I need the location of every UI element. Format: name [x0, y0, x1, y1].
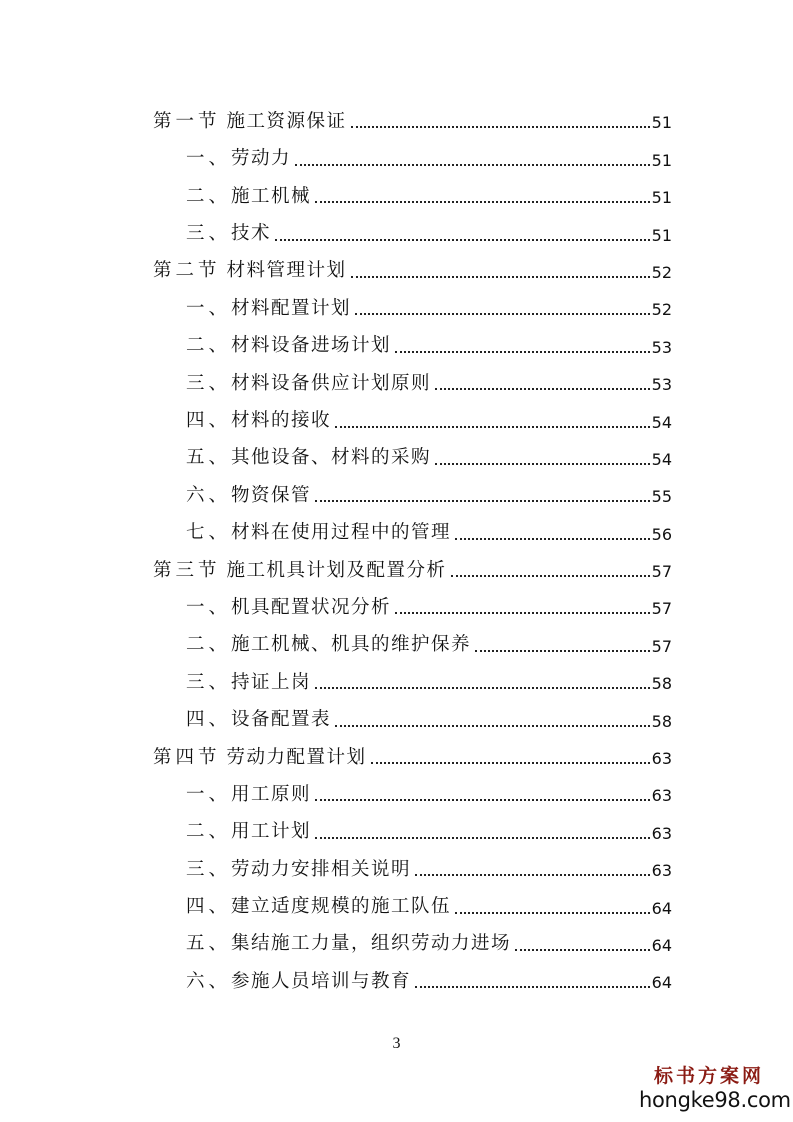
- toc-entry-text: 劳动力安排相关说明: [231, 858, 412, 880]
- toc-subsection-entry[interactable]: [186, 586, 672, 623]
- toc-entry-title: [186, 636, 471, 655]
- toc-dot-leader: [415, 874, 650, 876]
- toc-subsection-entry[interactable]: [186, 399, 672, 436]
- toc-entry-title: [186, 337, 391, 356]
- toc-entry-text: 劳动力配置计划: [226, 746, 367, 768]
- toc-entry-number: 六、: [186, 484, 232, 506]
- toc-dot-leader: [435, 463, 650, 465]
- toc-entry-title: [186, 524, 451, 543]
- toc-entry-title: [186, 858, 412, 880]
- table-of-contents: [0, 100, 793, 997]
- toc-entry-number: 一、: [186, 596, 232, 618]
- toc-subsection-entry[interactable]: [186, 137, 672, 174]
- toc-subsection-entry[interactable]: [186, 810, 672, 847]
- toc-entry-text: 技术: [231, 223, 272, 245]
- toc-entry-title: [153, 110, 347, 132]
- toc-entry-number: 一、: [186, 148, 232, 170]
- toc-entry-title: [186, 783, 312, 805]
- toc-entry-number: 四、: [186, 410, 232, 432]
- toc-entry-number: 第四节: [153, 746, 221, 768]
- toc-entry-number: 第三节: [153, 559, 221, 581]
- toc-dot-leader: [351, 276, 650, 278]
- toc-page-number: 51: [651, 188, 672, 208]
- toc-subsection-entry[interactable]: [186, 212, 672, 249]
- toc-entry-text: 机具配置状况分析: [231, 596, 392, 618]
- toc-page-number: 52: [651, 300, 672, 320]
- toc-entry-text: 施工机械、机具的维护保养: [231, 634, 472, 656]
- toc-entry-text: 材料的接收: [231, 410, 332, 432]
- toc-entry-number: 三、: [186, 671, 232, 693]
- toc-dot-leader: [515, 949, 650, 951]
- toc-entry-text: 持证上岗: [231, 671, 312, 693]
- toc-dot-leader: [475, 650, 650, 652]
- toc-entry-number: 第一节: [153, 110, 221, 132]
- toc-page-number: 53: [651, 337, 672, 357]
- toc-page-number: 57: [651, 636, 672, 656]
- toc-entry-title: [186, 484, 312, 506]
- toc-page-number: 54: [651, 412, 672, 432]
- toc-entry-number: 第二节: [153, 260, 221, 282]
- toc-entry-text: 集结施工力量，组织劳动力进场: [231, 933, 512, 955]
- toc-page-number: 51: [651, 225, 672, 245]
- toc-subsection-entry[interactable]: [186, 960, 672, 997]
- toc-entry-number: 一、: [186, 297, 232, 319]
- toc-dot-leader: [355, 313, 650, 315]
- toc-page-number: 57: [651, 562, 672, 582]
- toc-page-number: 64: [651, 973, 672, 993]
- toc-entry-title: [153, 262, 347, 281]
- toc-dot-leader: [371, 762, 650, 764]
- toc-dot-leader: [351, 126, 650, 128]
- toc-page-number: 52: [651, 262, 672, 282]
- toc-dot-leader: [435, 388, 650, 390]
- toc-page-number: 63: [651, 786, 672, 806]
- toc-dot-leader: [335, 725, 650, 727]
- toc-entry-text: 劳动力: [231, 148, 292, 170]
- toc-entry-title: [186, 225, 271, 244]
- toc-dot-leader: [315, 687, 650, 689]
- toc-entry-text: 材料配置计划: [231, 297, 352, 319]
- toc-page-number: 57: [651, 599, 672, 619]
- toc-dot-leader: [315, 500, 650, 502]
- toc-entry-text: 材料管理计划: [226, 260, 347, 282]
- toc-page-number: 58: [651, 711, 672, 731]
- toc-entry-number: 七、: [186, 522, 232, 544]
- toc-entry-title: [186, 372, 432, 394]
- toc-dot-leader: [455, 538, 650, 540]
- watermark-brand: 标书方案网: [653, 1065, 764, 1088]
- toc-subsection-entry[interactable]: [186, 511, 672, 548]
- toc-entry-number: 三、: [186, 223, 232, 245]
- toc-entry-title: [186, 185, 312, 207]
- toc-entry-number: 六、: [186, 970, 232, 992]
- toc-subsection-entry[interactable]: [186, 437, 672, 474]
- toc-entry-title: [153, 559, 447, 581]
- toc-entry-text: 用工原则: [231, 783, 312, 805]
- toc-entry-title: [186, 970, 412, 992]
- watermark-logo: [639, 1065, 791, 1112]
- toc-entry-number: 四、: [186, 709, 232, 731]
- toc-entry-number: 二、: [186, 185, 232, 207]
- toc-subsection-entry[interactable]: [186, 623, 672, 660]
- toc-page-number: 54: [651, 449, 672, 469]
- toc-page-number: 56: [651, 524, 672, 544]
- toc-entry-title: [186, 150, 291, 169]
- toc-dot-leader: [451, 575, 650, 577]
- toc-dot-leader: [395, 351, 650, 353]
- toc-page-number: 58: [651, 674, 672, 694]
- toc-section-entry[interactable]: [153, 549, 672, 586]
- toc-subsection-entry[interactable]: [186, 923, 672, 960]
- toc-entry-text: 设备配置表: [231, 709, 332, 731]
- toc-section-entry[interactable]: [153, 250, 672, 287]
- toc-subsection-entry[interactable]: [186, 848, 672, 885]
- toc-subsection-entry[interactable]: [186, 661, 672, 698]
- toc-entry-text: 施工资源保证: [226, 110, 347, 132]
- toc-subsection-entry[interactable]: [186, 324, 672, 361]
- toc-entry-title: [186, 596, 392, 618]
- toc-page-number: 55: [651, 487, 672, 507]
- toc-dot-leader: [415, 986, 650, 988]
- toc-entry-text: 材料设备进场计划: [231, 335, 392, 357]
- toc-entry-text: 材料设备供应计划原则: [231, 372, 432, 394]
- watermark-url: hongke98.com: [639, 1087, 791, 1112]
- toc-page-number: 51: [651, 150, 672, 170]
- toc-dot-leader: [295, 164, 650, 166]
- toc-section-entry[interactable]: [153, 100, 672, 137]
- toc-entry-text: 用工计划: [231, 821, 312, 843]
- toc-dot-leader: [315, 799, 650, 801]
- toc-entry-text: 施工机械: [231, 185, 312, 207]
- toc-entry-title: [186, 823, 311, 842]
- toc-subsection-entry[interactable]: [186, 773, 672, 810]
- toc-entry-title: [153, 746, 367, 768]
- toc-entry-number: 五、: [186, 447, 232, 469]
- toc-entry-number: 二、: [186, 335, 232, 357]
- toc-dot-leader: [315, 201, 650, 203]
- toc-dot-leader: [455, 912, 650, 914]
- toc-entry-number: 五、: [186, 933, 232, 955]
- toc-page-number: 51: [651, 113, 672, 133]
- toc-subsection-entry[interactable]: [186, 698, 672, 735]
- toc-subsection-entry[interactable]: [186, 362, 672, 399]
- toc-page-number: 63: [651, 861, 672, 881]
- toc-entry-number: 四、: [186, 896, 232, 918]
- toc-page-number: 63: [651, 823, 672, 843]
- toc-entry-number: 三、: [186, 858, 232, 880]
- toc-entry-title: [186, 711, 331, 730]
- toc-entry-title: [186, 671, 312, 693]
- toc-entry-title: [186, 412, 331, 431]
- toc-entry-number: 一、: [186, 783, 232, 805]
- toc-section-entry[interactable]: [153, 736, 672, 773]
- toc-entry-text: 参施人员培训与教育: [231, 970, 412, 992]
- toc-entry-number: 三、: [186, 372, 232, 394]
- toc-page-number: 64: [651, 898, 672, 918]
- toc-subsection-entry[interactable]: [186, 885, 672, 922]
- toc-entry-text: 物资保管: [231, 484, 312, 506]
- toc-entry-title: [186, 449, 431, 468]
- toc-entry-text: 建立适度规模的施工队伍: [231, 896, 452, 918]
- toc-entry-title: [186, 935, 511, 954]
- toc-subsection-entry[interactable]: [186, 474, 672, 511]
- toc-entry-text: 其他设备、材料的采购: [231, 447, 432, 469]
- toc-subsection-entry[interactable]: [186, 287, 672, 324]
- toc-dot-leader: [315, 837, 650, 839]
- toc-entry-text: 材料在使用过程中的管理: [231, 522, 452, 544]
- toc-dot-leader: [395, 612, 650, 614]
- toc-entry-text: 施工机具计划及配置分析: [226, 559, 447, 581]
- toc-subsection-entry[interactable]: [186, 175, 672, 212]
- toc-entry-title: [186, 297, 352, 319]
- toc-page-number: 63: [651, 749, 672, 769]
- toc-entry-title: [186, 898, 451, 917]
- toc-page-number: 64: [651, 935, 672, 955]
- toc-dot-leader: [335, 426, 650, 428]
- toc-entry-number: 二、: [186, 821, 232, 843]
- page-number: 3: [392, 1035, 401, 1052]
- toc-dot-leader: [275, 239, 650, 241]
- toc-page-number: 53: [651, 375, 672, 395]
- toc-entry-number: 二、: [186, 634, 232, 656]
